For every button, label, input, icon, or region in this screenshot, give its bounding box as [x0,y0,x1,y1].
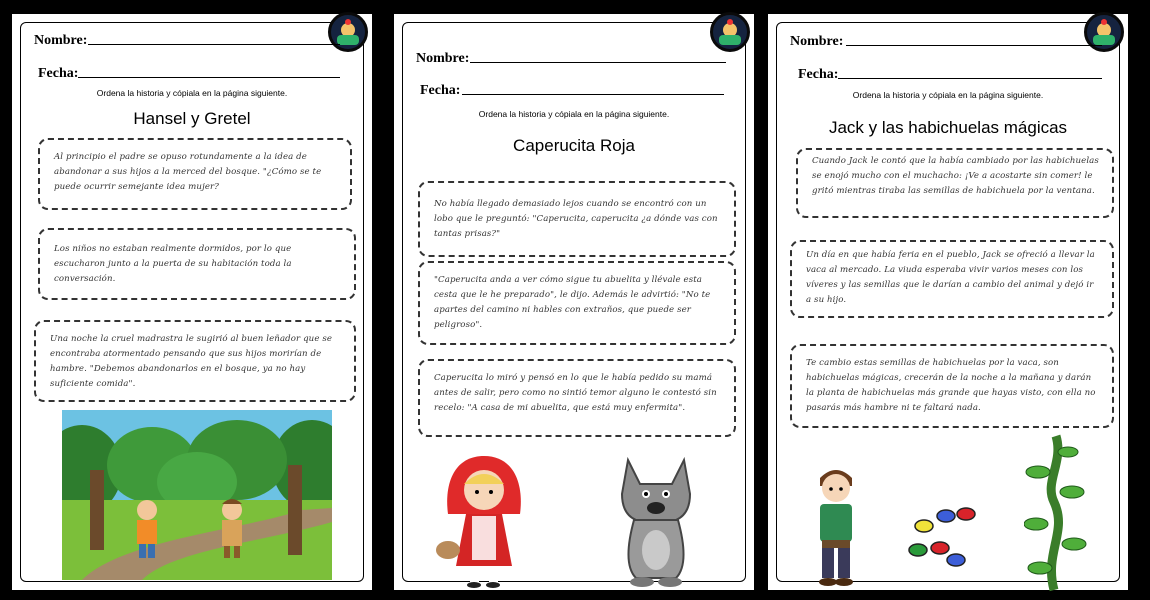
story-paragraph: No había llegado demasiado lejos cuando se encontró con un lobo que le preguntó: "Caperucita, caperucita ¿a dónde vas con tantas prisas?" [418,181,736,257]
fecha-field[interactable] [462,94,724,95]
fecha-field[interactable] [838,78,1102,79]
hansel-gretel-forest-illustration [62,410,332,580]
logo-badge-icon [710,12,750,52]
jack-illustration [806,460,866,588]
fecha-label: Fecha: [38,66,79,81]
fecha-label: Fecha: [798,67,839,82]
beanstalk-illustration [1024,432,1088,592]
fecha-field[interactable] [78,77,340,78]
story-paragraph: Caperucita lo miró y pensó en lo que le había pedido su mamá antes de salir, pero como no sintió temor alguno le contestó sin recelo: "A casa de mi abuelita, que está muy enfermita". [418,359,736,437]
story-paragraph: "Caperucita anda a ver cómo sigue tu abuelita y llévale esta cesta que le he preparado", le dijo. Además le advirtió: "No te apartes del camino ni hables con extraños, que puede ser peligroso". [418,261,736,345]
worksheet-jack-habichuelas [766,12,1130,592]
fecha-label: Fecha: [420,83,461,98]
instruction-text: Ordena la historia y cópiala en la página siguiente. [96,88,288,98]
magic-beans-illustration [908,502,980,572]
story-paragraph: Los niños no estaban realmente dormidos, por lo que escucharon junto a la puerta de su habitación toda la conversación. [38,228,356,300]
nombre-label: Nombre: [416,51,470,66]
logo-badge-icon [328,12,368,52]
nombre-label: Nombre: [34,33,88,48]
story-title: Hansel y Gretel [133,109,251,128]
worksheet-hansel-gretel [10,12,374,592]
story-paragraph: Un día en que había feria en el pueblo, Jack se ofreció a llevar la vaca al mercado. La viuda esperaba vivir varios meses con los víveres y las semillas que le darían a cambio del animal y dejó ir a su hijo. [790,240,1114,318]
caperucita-illustration [434,454,534,589]
nombre-field[interactable] [470,62,726,63]
wolf-illustration [606,454,706,589]
logo-badge-icon [1084,12,1124,52]
worksheet-caperucita-roja [392,12,756,592]
story-title: Jack y las habichuelas mágicas [828,118,1068,137]
instruction-text: Ordena la historia y cópiala en la página siguiente. [478,109,670,119]
story-paragraph: Te cambio estas semillas de habichuelas por la vaca, son habichuelas mágicas, crecerán de la noche a la mañana y darán la planta de habichuelas más grande que hayas visto, con ella no pasarás más hambre ni te faltará nada. [790,344,1114,428]
story-paragraph: Al principio el padre se opuso rotundamente a la idea de abandonar a sus hijos a la merced del bosque. "¿Cómo se te puede ocurrir semejante idea mujer? [38,138,352,210]
instruction-text: Ordena la historia y cópiala en la página siguiente. [852,90,1044,100]
story-title: Caperucita Roja [513,136,635,155]
nombre-field[interactable] [846,45,1102,46]
nombre-label: Nombre: [790,34,844,49]
story-paragraph: Cuando Jack le contó que la había cambiado por las habichuelas se enojó mucho con el muchacho: ¡Ve a acostarte sin comer! le gritó mientras tiraba las semillas de habichuela por la ventana. [796,148,1114,218]
story-paragraph: Una noche la cruel madrastra le sugirió al buen leñador que se encontraba atormentado pensando que sus hijos morirían de hambre. "Debemos abandonarlos en el bosque, ya no hay suficiente comida". [34,320,356,402]
nombre-field[interactable] [88,44,340,45]
